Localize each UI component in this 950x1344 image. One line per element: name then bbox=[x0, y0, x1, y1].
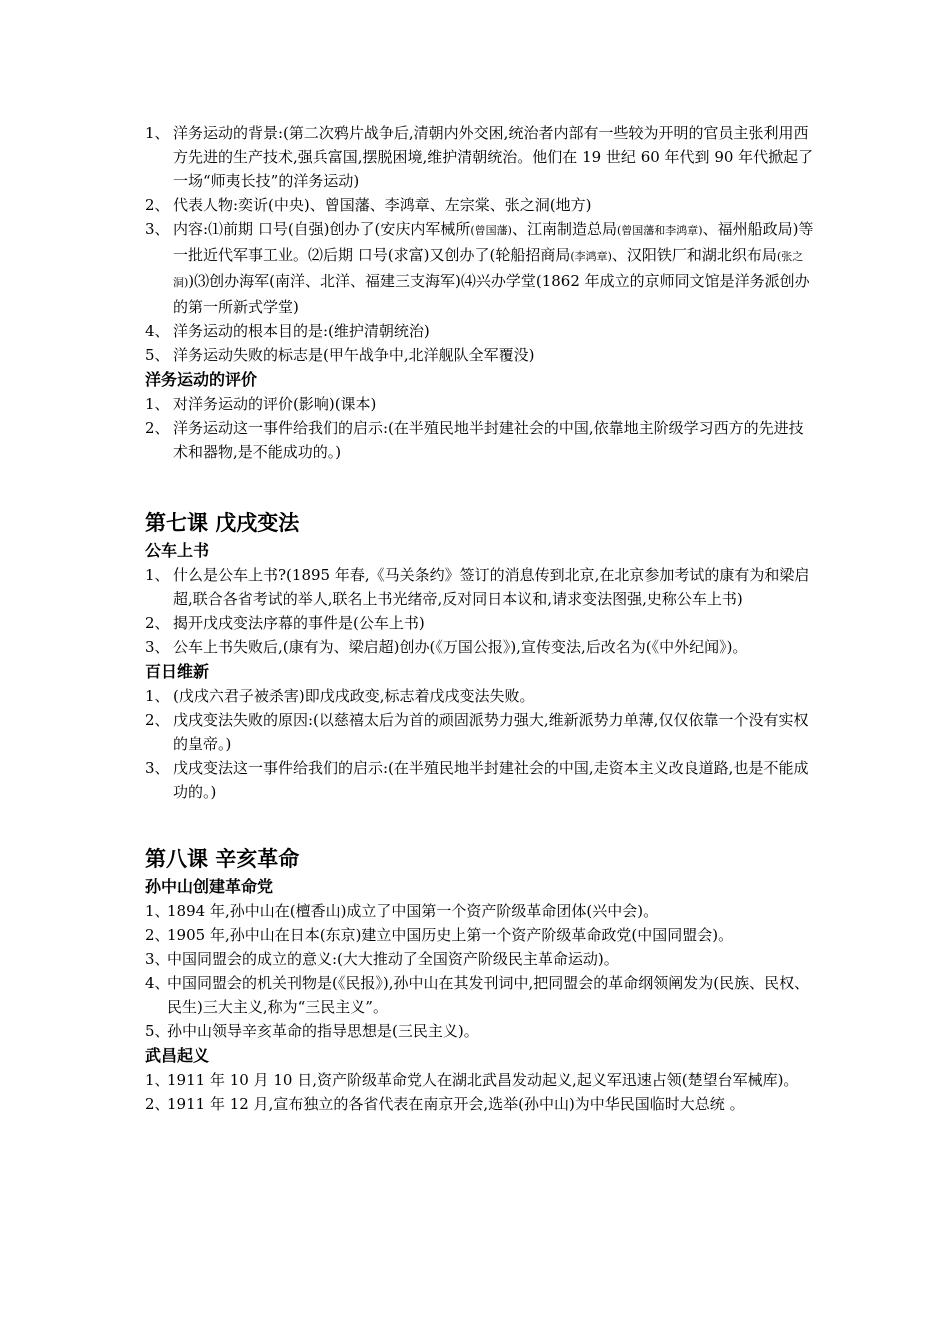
item-text: 1905 年,孙中山在日本(东京)建立中国历史上第一个资产阶级革命政党(中国同盟会)。 bbox=[167, 926, 734, 944]
item-number: 5、 bbox=[145, 1022, 170, 1040]
item-number: 3、 bbox=[145, 759, 170, 777]
spacer bbox=[145, 464, 815, 508]
list-item bbox=[145, 217, 815, 319]
item-number: 2、 bbox=[145, 614, 170, 632]
list-item bbox=[145, 1019, 815, 1043]
item-text: 孙中山领导辛亥革命的指导思想是(三民主义)。 bbox=[167, 1022, 479, 1040]
item-number: 2、 bbox=[145, 196, 170, 214]
item-text: 1911 年 10 月 10 日,资产阶级革命党人在湖北武昌发动起义,起义军迅速占领(楚望台军械库)。 bbox=[167, 1071, 799, 1089]
list-item bbox=[145, 1092, 815, 1116]
list-item bbox=[145, 971, 815, 1019]
item-text-part: 内容:⑴前期 口号(自强)创办了(安庆内军械所 bbox=[173, 220, 471, 238]
item-number: 5、 bbox=[145, 346, 170, 364]
list-item bbox=[145, 899, 815, 923]
list-item bbox=[145, 416, 815, 464]
list-item bbox=[145, 121, 815, 193]
item-number: 4、 bbox=[145, 322, 170, 340]
list-item bbox=[145, 319, 815, 343]
item-text-part: )⑶创办海军(南洋、北洋、福建三支海军)⑷兴办学堂(1862 年成立的京师同文馆是洋务派创办的第一所新式学堂) bbox=[173, 272, 810, 316]
item-text: 代表人物:奕䜣(中央)、曾国藩、李鸿章、左宗棠、张之洞(地方) bbox=[173, 196, 592, 214]
list-item bbox=[145, 947, 815, 971]
item-number: 3、 bbox=[145, 220, 170, 238]
item-number: 1、 bbox=[145, 395, 170, 413]
section-heading: 公车上书 bbox=[145, 541, 210, 560]
item-text: 1894 年,孙中山在(檀香山)成立了中国第一个资产阶级革命团体(兴中会)。 bbox=[167, 902, 659, 920]
item-text-part: 、江南制造总局 bbox=[511, 220, 617, 238]
item-text: 洋务运动的背景:(第二次鸦片战争后,清朝内外交困,统治者内部有一些较为开明的官员主张利用西方先进的生产技术,强兵富国,摆脱困境,维护清朝统治。他们在 19 世纪 60 年代到 90 年代掀起了一场“师夷长技”的洋务运动) bbox=[173, 124, 814, 190]
list-item bbox=[145, 756, 815, 804]
item-text: 什么是公车上书?(1895 年春,《马关条约》签订的消息传到北京,在北京参加考试的康有为和梁启超,联合各省考试的举人,联名上书光绪帝,反对同日本议和,请求变法图强,史称公车上书) bbox=[173, 566, 810, 608]
item-number: 2、 bbox=[145, 711, 170, 729]
item-text: 戊戌变法失败的原因:(以慈禧太后为首的顽固派势力强大,维新派势力单薄,仅仅依靠一个没有实权的皇帝。) bbox=[173, 711, 809, 753]
list-item bbox=[145, 708, 815, 756]
item-text: 公车上书失败后,(康有为、梁启超)创办(《万国公报》),宣传变法,后改名为(《中外纪闻》)。 bbox=[173, 638, 748, 656]
spacer bbox=[145, 804, 815, 844]
item-number: 2、 bbox=[145, 419, 170, 437]
list-item bbox=[145, 923, 815, 947]
list-item bbox=[145, 611, 815, 635]
item-number: 3、 bbox=[145, 638, 170, 656]
item-text: 戊戌变法这一事件给我们的启示:(在半殖民地半封建社会的中国,走资本主义改良道路,也是不能成功的。) bbox=[173, 759, 809, 801]
item-text: 洋务运动失败的标志是(甲午战争中,北洋舰队全军覆没) bbox=[173, 346, 535, 364]
lesson-title: 第七课 戊戌变法 bbox=[145, 511, 300, 535]
list-item bbox=[145, 1068, 815, 1092]
item-text: 对洋务运动的评价(影响)(课本) bbox=[173, 395, 377, 413]
item-text: (戊戌六君子被杀害)即戊戌政变,标志着戊戌变法失败。 bbox=[173, 687, 535, 705]
lesson-title: 第八课 辛亥革命 bbox=[145, 847, 300, 871]
item-note: (张之洞) bbox=[173, 250, 804, 289]
item-number: 1、 bbox=[145, 902, 170, 920]
item-number: 1、 bbox=[145, 566, 170, 584]
section-heading: 武昌起义 bbox=[145, 1046, 210, 1065]
list-item bbox=[145, 635, 815, 659]
item-text bbox=[173, 220, 813, 316]
list-item bbox=[145, 343, 815, 367]
item-text: 揭开戊戌变法序幕的事件是(公车上书) bbox=[173, 614, 425, 632]
item-text-part: 、汉阳铁厂和湖北织布局 bbox=[611, 246, 777, 264]
item-number: 2、 bbox=[145, 926, 170, 944]
item-note: (曾国藩) bbox=[470, 224, 512, 237]
section-heading: 洋务运动的评价 bbox=[145, 370, 258, 389]
item-number: 1、 bbox=[145, 1071, 170, 1089]
item-note: (李鸿章) bbox=[570, 250, 612, 263]
section-heading: 百日维新 bbox=[145, 662, 210, 681]
item-text: 洋务运动这一事件给我们的启示:(在半殖民地半封建社会的中国,依靠地主阶级学习西方的先进技术和器物,是不能成功的。) bbox=[173, 419, 804, 461]
item-text: 1911 年 12 月,宣布独立的各省代表在南京开会,选举(孙中山)为中华民国临时大总统 。 bbox=[167, 1095, 745, 1113]
item-text: 洋务运动的根本目的是:(维护清朝统治) bbox=[173, 322, 430, 340]
list-item bbox=[145, 684, 815, 708]
item-number: 4、 bbox=[145, 974, 170, 992]
item-text-part: 、福州船政局)等一批近代军事工业。⑵后期 口号(求富)又创办了(轮船招商局 bbox=[173, 220, 814, 264]
item-number: 3、 bbox=[145, 950, 170, 968]
list-item bbox=[145, 193, 815, 217]
item-text: 中国同盟会的机关刊物是(《民报》),孙中山在其发刊词中,把同盟会的革命纲领阐发为(民族、民权、民生)三大主义,称为“三民主义”。 bbox=[167, 974, 810, 1016]
item-number: 2、 bbox=[145, 1095, 170, 1113]
document-content bbox=[145, 121, 815, 1116]
list-item bbox=[145, 563, 815, 611]
list-item bbox=[145, 392, 815, 416]
section-heading: 孙中山创建革命党 bbox=[145, 877, 274, 896]
item-number: 1、 bbox=[145, 124, 170, 142]
item-text: 中国同盟会的成立的意义:(大大推动了全国资产阶级民主革命运动)。 bbox=[167, 950, 619, 968]
item-number: 1、 bbox=[145, 687, 170, 705]
item-note: (曾国藩和李鸿章) bbox=[617, 224, 703, 237]
